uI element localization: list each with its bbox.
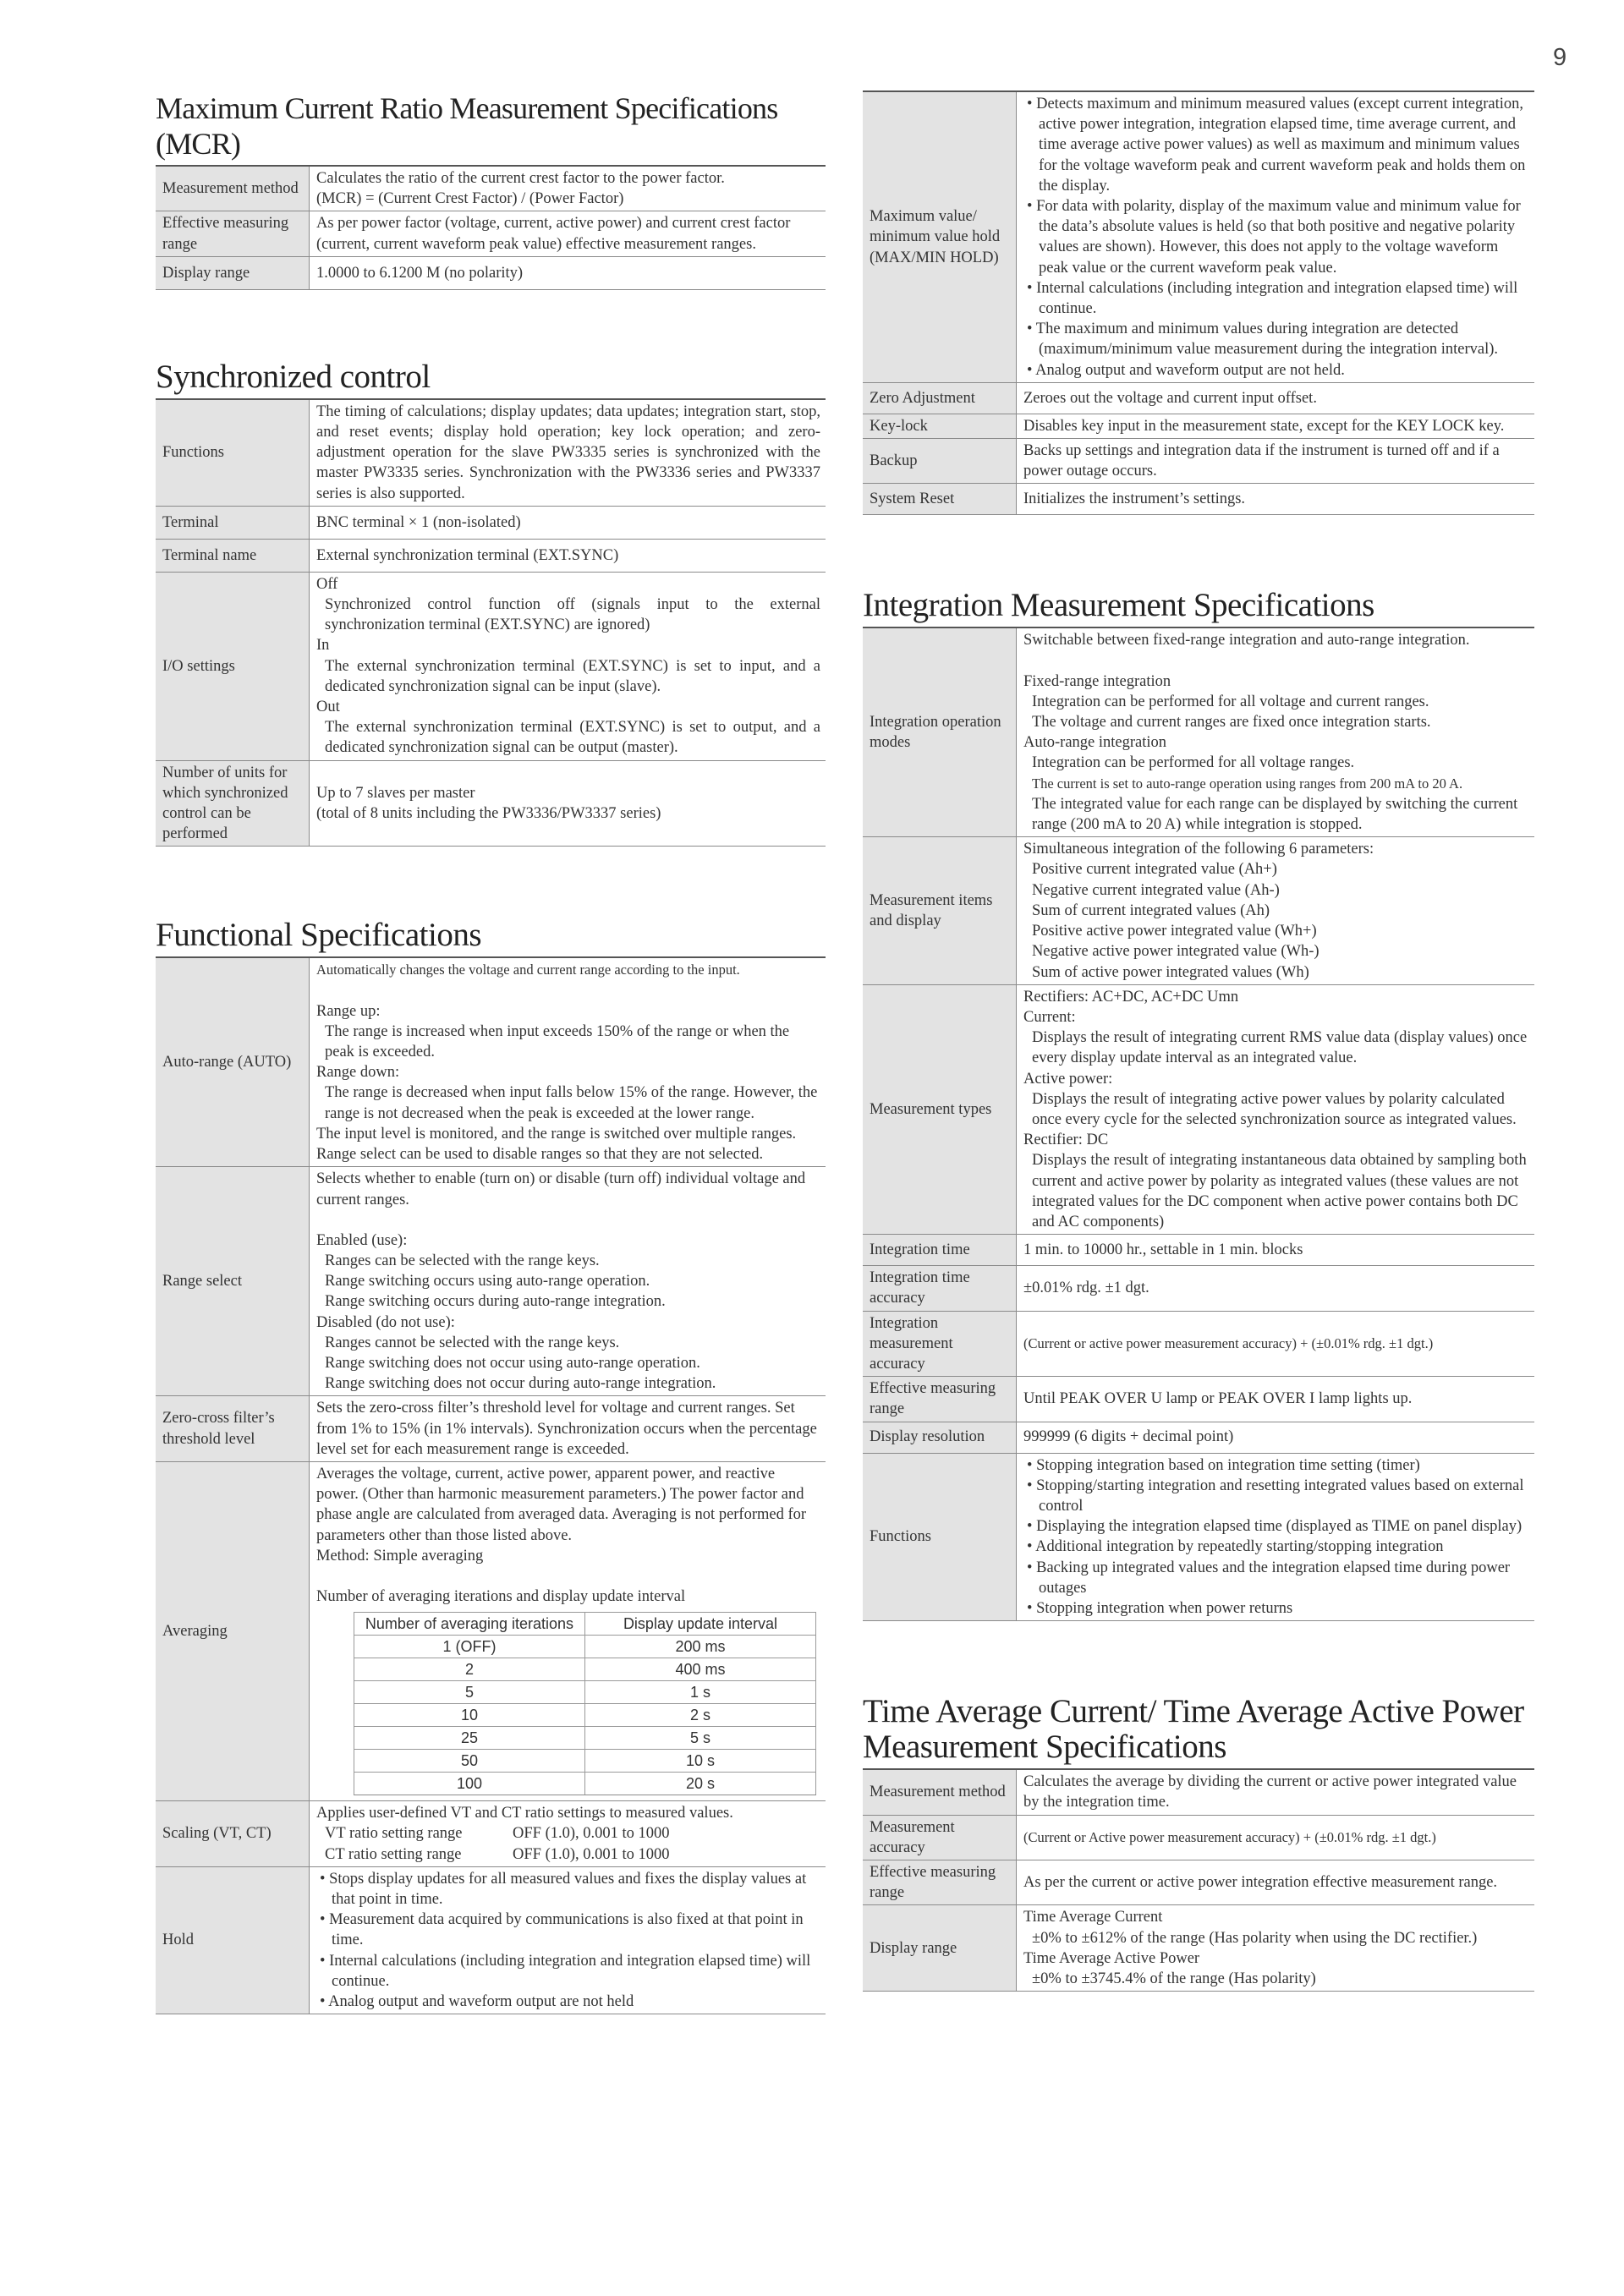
ta-method-label: Measurement method [863, 1769, 1017, 1815]
backup-label: Backup [863, 439, 1017, 484]
keylock-label: Key-lock [863, 414, 1017, 438]
table-row: 2 400 ms [354, 1658, 816, 1681]
int-types-label: Measurement types [863, 984, 1017, 1234]
table-row: 1 (OFF) 200 ms [354, 1636, 816, 1658]
int-eff-value: Until PEAK OVER U lamp or PEAK OVER I lamp lights up. [1017, 1377, 1535, 1422]
averaging-col-iterations: Number of averaging iterations [354, 1613, 585, 1636]
system-reset-label: System Reset [863, 484, 1017, 515]
averaging-value: Averages the voltage, current, active power, apparent power, and reactive power. (Other than harmonic measurement parameters.) The power factor and phase angle are calculated from averaged data. Averaging is not performed for parameters other than those listed above. Method: Simple averaging Number of averaging iterations and display update interval Number of averaging iterations Display update interval 1 (OFF) 200 ms 2 400 ms 5 1 s 10 2 s 25 5 s 50 10 s 100 20 s [310, 1461, 826, 1800]
zerocross-value: Sets the zero-cross filter’s threshold level for voltage and current ranges. Set from 1% to 15% (in 1% intervals). Synchronization occurs when the percentage level set for each measurement range is exceeded. [310, 1396, 826, 1462]
int-modes-value: Switchable between fixed-range integration and auto-range integration. Fixed-range integration Integration can be performed for all voltage and current ranges. The voltage and current ranges are fixed once integration starts. Auto-range integration Integration can be performed for all voltage ranges. The current is set to auto-range operation using ranges from 200 mA to 20 A. The integrated value for each range can be displayed by switching the current range (200 mA to 20 A) while integration is stopped. [1017, 627, 1535, 836]
int-modes-label: Integration operation modes [863, 627, 1017, 836]
functional-section [156, 918, 826, 2014]
hold-value: • Stops display updates for all measured values and fixes the display values at that point in time. • Measurement data acquired by communications is also fixed at that point in time. • Internal calculations (including integration and integration elapsed time) will continue. • Analog output and waveform output are not held [310, 1866, 826, 2014]
backup-value: Backs up settings and integration data if the instrument is turned off and if a power outage occurs. [1017, 439, 1535, 484]
int-items-value: Simultaneous integration of the following 6 parameters: Positive current integrated value (Ah+) Negative current integrated value (Ah-) Sum of current integrated values (Ah) Positive active power integrated value (Wh+) Negative active power integrated value (Wh-) Sum of active power integrated values (Wh) [1017, 837, 1535, 984]
averaging-col-interval: Display update interval [585, 1613, 816, 1636]
sync-terminal-name-label: Terminal name [156, 539, 310, 572]
ta-acc-value: (Current or Active power measurement accuracy) + (±0.01% rdg. ±1 dgt.) [1017, 1815, 1535, 1860]
ta-eff-value: As per the current or active power integration effective measurement range. [1017, 1860, 1535, 1905]
int-time-acc-label: Integration time accuracy [863, 1266, 1017, 1311]
int-eff-label: Effective measuring range [863, 1377, 1017, 1422]
functional-continued-table [863, 90, 1534, 515]
integration-title: Integration Measurement Specifications [863, 587, 1374, 624]
integration-table [863, 627, 1534, 1621]
scaling-label: Scaling (VT, CT) [156, 1801, 310, 1867]
rangesel-value: Selects whether to enable (turn on) or disable (turn off) individual voltage and current ranges. Enabled (use): Ranges can be selected with the range keys. Range switching occurs using auto-range operation. Range switching occurs during auto-range integration. Disabled (do not use): Ranges cannot be selected with the range keys. Range switching does not occur using auto-range operation. Range switching does not occur during auto-range integration. [310, 1167, 826, 1396]
int-res-value: 999999 (6 digits + decimal point) [1017, 1422, 1535, 1453]
int-func-value: • Stopping integration based on integration time setting (timer) • Stopping/starting integration and resetting integrated values based on external control • Displaying the integration elapsed time (displayed as TIME on panel display) • Additional integration by repeatedly starting/stopping integration • Backing up integrated values and the integration elapsed time during power outages • Stopping integration when power returns [1017, 1453, 1535, 1621]
autorange-value: Automatically changes the voltage and current range according to the input. Range up: The range is increased when input exceeds 150% of the range or when the peak is exceeded. Range down: The range is decreased when input falls below 15% of the range. However, the range is not decreased when the peak is exceeded at the lower range. The input level is monitored, and the range is switched over multiple ranges. Range select can be used to disable ranges so that they are not selected. [310, 957, 826, 1166]
system-reset-value: Initializes the instrument’s settings. [1017, 484, 1535, 515]
timeavg-section [863, 1694, 1534, 1992]
sync-table [156, 398, 826, 847]
left-column [156, 90, 826, 2014]
sync-functions-label: Functions [156, 399, 310, 507]
functional-title: Functional Specifications [156, 917, 482, 954]
mcr-display-label: Display range [156, 256, 310, 289]
sync-section [156, 359, 826, 847]
mcr-section [156, 90, 826, 290]
mcr-range-label: Effective measuring range [156, 211, 310, 256]
table-row: 100 20 s [354, 1773, 816, 1795]
sync-functions-value: The timing of calculations; display updates; data updates; integration start, stop, and reset events; display hold operation; key lock operation; and zero-adjustment operation for the slave PW3335 series is synchronized with the master PW3335 series. Synchronization with the PW3336 series and PW3337 series is also supported. [310, 399, 826, 507]
maxmin-label: Maximum value/ minimum value hold (MAX/MIN HOLD) [863, 91, 1017, 382]
int-meas-acc-label: Integration measurement accuracy [863, 1311, 1017, 1377]
sync-terminal-name-value: External synchronization terminal (EXT.SYNC) [310, 539, 826, 572]
sync-terminal-label: Terminal [156, 506, 310, 539]
mcr-method-label: Measurement method [156, 166, 310, 211]
sync-io-value: Off Synchronized control function off (signals input to the external synchronization terminal (EXT.SYNC) are ignored) In The external synchronization terminal (EXT.SYNC) is set to input, and a dedicated synchronization signal can be input (slave). Out The external synchronization terminal (EXT.SYNC) is set to output, and a dedicated synchronization signal can be output (master). [310, 572, 826, 760]
averaging-label: Averaging [156, 1461, 310, 1800]
sync-units-label: Number of units for which synchronized control can be performed [156, 760, 310, 847]
int-types-value: Rectifiers: AC+DC, AC+DC Umn Current: Displays the result of integrating current RMS value data (display values) once every display update interval as an integrated value. Active power: Displays the result of integrating active power values by polarity calculated once every cycle for the selected synchronization source as integrated values. Rectifier: DC Displays the result of integrating instantaneous data obtained by sampling both current and active power by polarity as integrated values (these values are not integrated values for the DC component when active power contains both DC and AC components) [1017, 984, 1535, 1234]
ta-acc-label: Measurement accuracy [863, 1815, 1017, 1860]
timeavg-title: Time Average Current/ Time Average Active Power Measurement Specifications [863, 1693, 1524, 1766]
maxmin-value: • Detects maximum and minimum measured values (except current integration, active power integration, integration elapsed time, time average current, and time average active power values) as well as maximum and minimum values for the voltage waveform peak and current waveform peak and holds them on the display. • For data with polarity, display of the maximum value and minimum value for the data’s absolute values is held (so that both positive and negative polarity values are shown). However, this does not apply to the voltage waveform peak value or the current waveform peak value. • Internal calculations (including integration and integration elapsed time) will continue. • The maximum and minimum values during integration are detected (maximum/minimum value measurement during the integration interval). • Analog output and waveform output are not held. [1017, 91, 1535, 382]
mcr-display-value: 1.0000 to 6.1200 M (no polarity) [310, 256, 826, 289]
int-meas-acc-value: (Current or active power measurement accuracy) + (±0.01% rdg. ±1 dgt.) [1017, 1311, 1535, 1377]
ta-eff-label: Effective measuring range [863, 1860, 1017, 1905]
mcr-table [156, 165, 826, 290]
sync-io-label: I/O settings [156, 572, 310, 760]
sync-units-value: Up to 7 slaves per master (total of 8 units including the PW3336/PW3337 series) [310, 760, 826, 847]
mcr-method-value: Calculates the ratio of the current crest factor to the power factor. (MCR) = (Current Crest Factor) / (Power Factor) [310, 166, 826, 211]
ta-method-value: Calculates the average by dividing the current or active power integrated value by the integration time. [1017, 1769, 1535, 1815]
right-column [863, 90, 1534, 1992]
averaging-table [354, 1612, 816, 1795]
table-row: 10 2 s [354, 1704, 816, 1727]
zerocross-label: Zero-cross filter’s threshold level [156, 1396, 310, 1462]
page-number: 9 [1553, 44, 1567, 71]
hold-label: Hold [156, 1866, 310, 2014]
timeavg-table [863, 1768, 1534, 1992]
mcr-title: Maximum Current Ratio Measurement Specifications (MCR) [156, 91, 778, 161]
int-items-label: Measurement items and display [863, 837, 1017, 984]
functional-table [156, 956, 826, 2014]
rangesel-label: Range select [156, 1167, 310, 1396]
scaling-value: Applies user-defined VT and CT ratio settings to measured values. VT ratio setting range OFF (1.0), 0.001 to 1000 CT ratio setting range OFF (1.0), 0.001 to 1000 [310, 1801, 826, 1867]
table-row: 5 1 s [354, 1681, 816, 1704]
table-row: 50 10 s [354, 1750, 816, 1773]
mcr-range-value: As per power factor (voltage, current, active power) and current crest factor (current, current waveform peak value) effective measurement ranges. [310, 211, 826, 256]
integration-section [863, 588, 1534, 1621]
int-func-label: Functions [863, 1453, 1017, 1621]
keylock-value: Disables key input in the measurement state, except for the KEY LOCK key. [1017, 414, 1535, 438]
zero-adjust-label: Zero Adjustment [863, 382, 1017, 414]
int-res-label: Display resolution [863, 1422, 1017, 1453]
int-time-acc-value: ±0.01% rdg. ±1 dgt. [1017, 1266, 1535, 1311]
ta-disp-value: Time Average Current ±0% to ±612% of the range (Has polarity when using the DC rectifier.) Time Average Active Power ±0% to ±3745.4% of the range (Has polarity) [1017, 1905, 1535, 1992]
int-time-value: 1 min. to 10000 hr., settable in 1 min. blocks [1017, 1235, 1535, 1266]
sync-title: Synchronized control [156, 358, 431, 395]
zero-adjust-value: Zeroes out the voltage and current input offset. [1017, 382, 1535, 414]
autorange-label: Auto-range (AUTO) [156, 957, 310, 1166]
ta-disp-label: Display range [863, 1905, 1017, 1992]
sync-terminal-value: BNC terminal × 1 (non-isolated) [310, 506, 826, 539]
int-time-label: Integration time [863, 1235, 1017, 1266]
table-row: 25 5 s [354, 1727, 816, 1750]
